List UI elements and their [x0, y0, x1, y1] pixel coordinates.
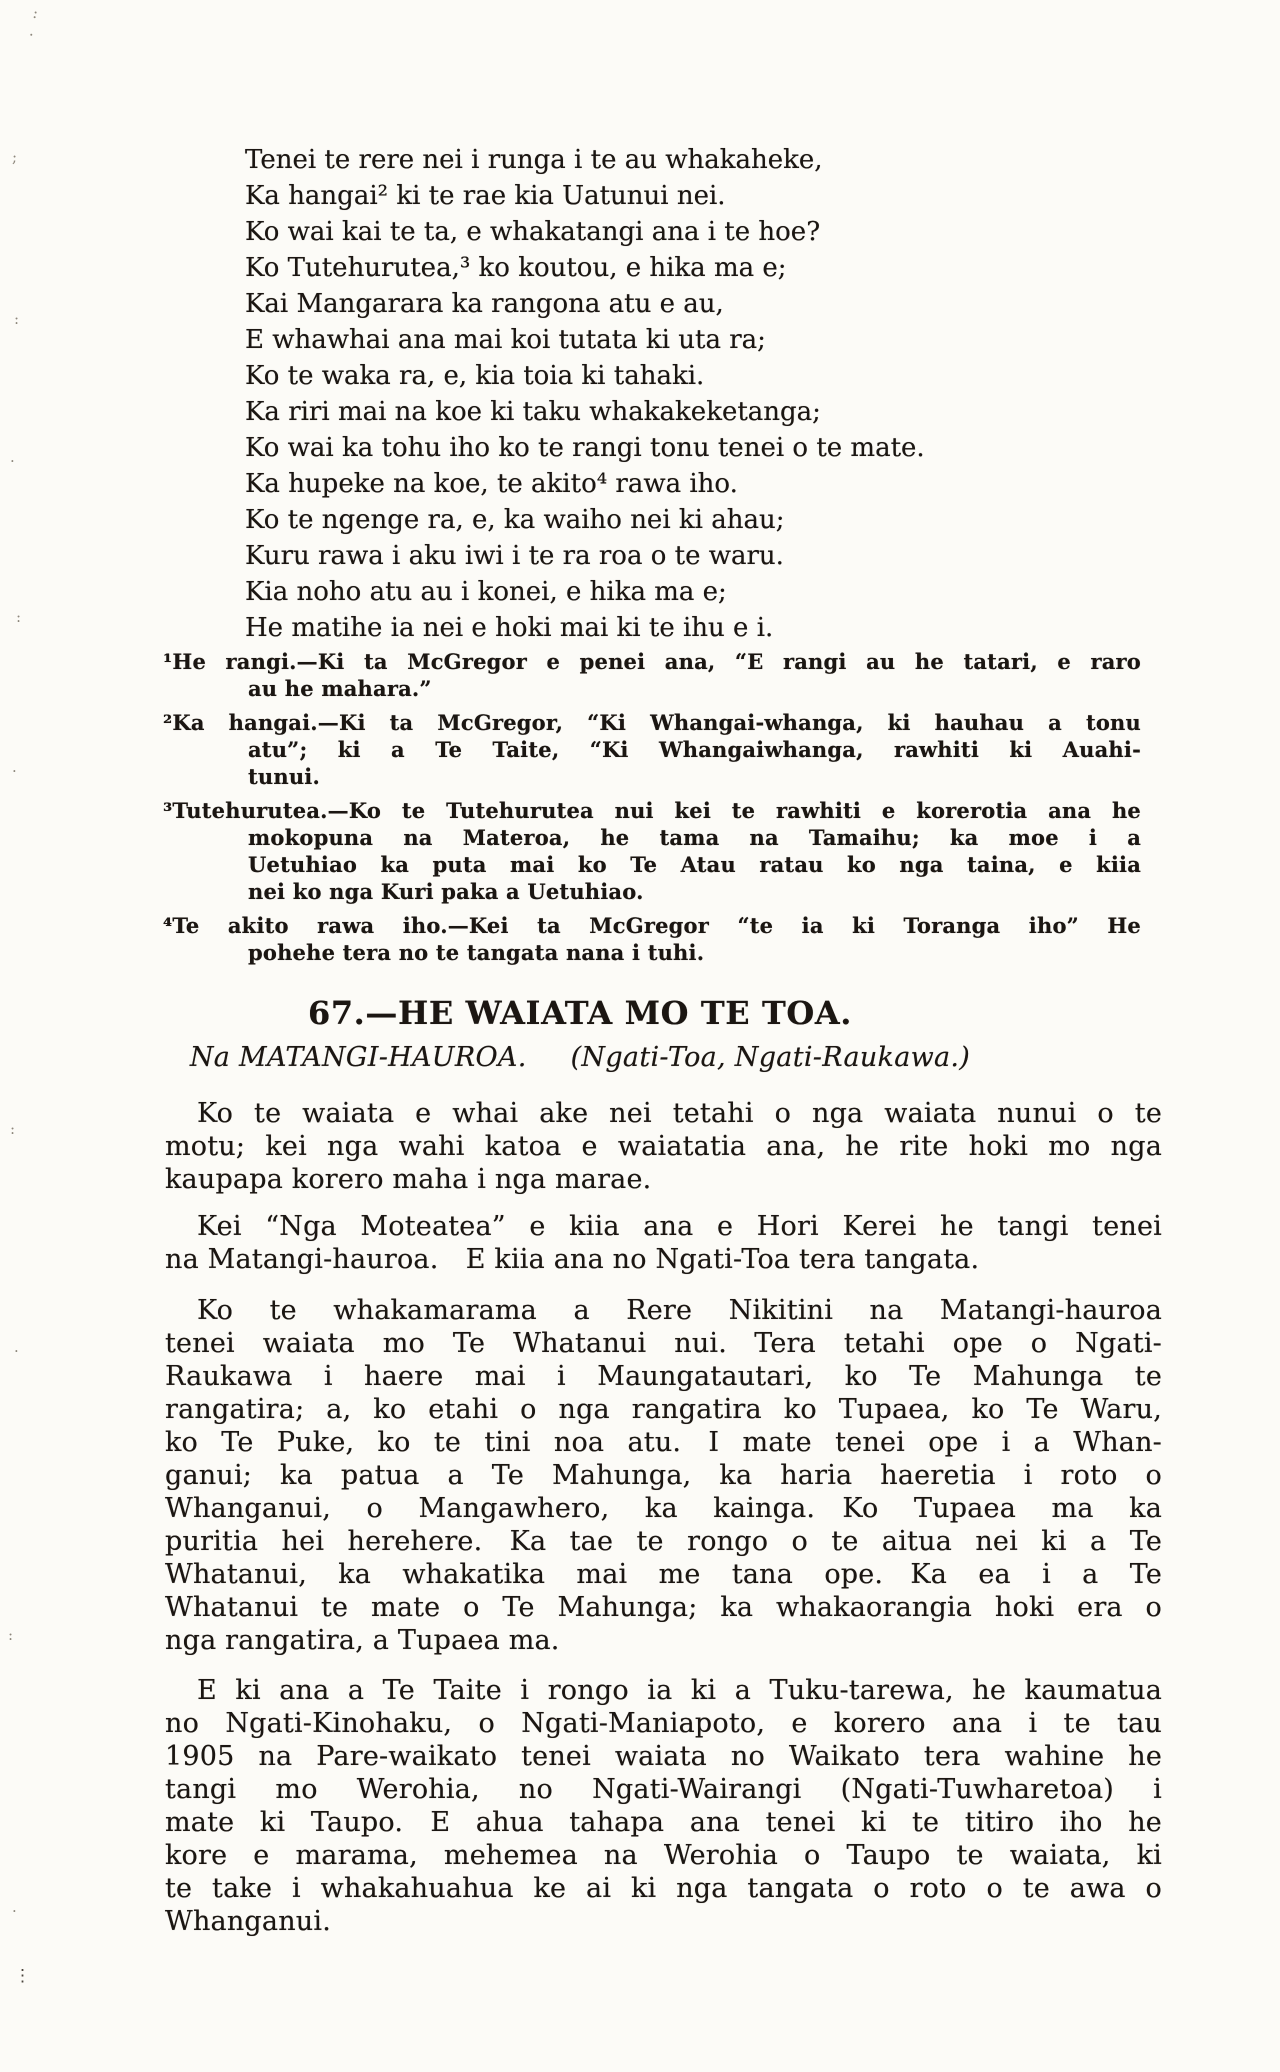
- paragraph-line: mate ki Taupo. E ahua tahapa ana tenei ki te titiro iho he: [165, 1807, 1162, 1838]
- scan-artifact: :: [14, 310, 20, 328]
- poem-line: Ko wai kai te ta, e whakatangi ana i te hoe?: [245, 217, 821, 247]
- footnote-line: atu”; ki a Te Taite, “Ki Whangaiwhanga, rawhiti ki Auahi-: [248, 737, 1141, 762]
- poem-line: He matihe ia nei e hoki mai ki te ihu e i.: [245, 613, 774, 643]
- poem-line: E whawhai ana mai koi tutata ki uta ra;: [245, 325, 766, 355]
- poem-line: Ka hupeke na koe, te akito⁴ rawa iho.: [245, 469, 738, 499]
- attribution-author: Na MATANGI-HAUROA.: [189, 1042, 527, 1073]
- paragraph-line: ko Te Puke, ko te tini noa atu. I mate tenei ope i a Whan-: [165, 1427, 1162, 1458]
- footnote-line: au he mahara.”: [248, 676, 432, 701]
- paragraph-line: motu; kei nga wahi katoa e waiatatia ana, he rite hoki mo nga: [165, 1131, 1162, 1162]
- paragraph-line: te take i whakahuahua ke ai ki nga tangata o roto o te awa o: [165, 1873, 1162, 1904]
- scan-artifact: ·: [14, 1342, 19, 1360]
- footnote: [163, 912, 1141, 966]
- footnote-line: pohehe tera no te tangata nana i tuhi.: [248, 940, 705, 965]
- footnote: [163, 709, 1141, 790]
- paragraph-line: na Matangi-hauroa. E kiia ana no Ngati-Toa tera tangata.: [165, 1244, 980, 1275]
- poem-line: Kuru rawa i aku iwi i te ra roa o te waru.: [245, 541, 784, 571]
- poem-line: Kia noho atu au i konei, e hika ma e;: [245, 577, 727, 607]
- scan-artifact: :: [31, 3, 40, 23]
- scan-artifact: :: [10, 1120, 16, 1138]
- footnote-line: ⁴Te akito rawa iho.—Kei ta McGregor “te ia ki Toranga iho” He: [163, 913, 1141, 938]
- paragraph-line: kaupapa korero maha i nga marae.: [165, 1164, 652, 1195]
- scan-artifact: :: [16, 608, 22, 626]
- scan-artifact: ⋮: [14, 1966, 31, 1986]
- poem-line: Ko wai ka tohu iho ko te rangi tonu tenei o te mate.: [245, 433, 925, 463]
- section-heading: 67.—HE WAIATA MO TE TOA.: [307, 994, 853, 1032]
- paragraph-line: E ki ana a Te Taite i rongo ia ki a Tuku-tarewa, he kaumatua: [197, 1675, 1162, 1706]
- scan-artifact: :: [8, 1626, 14, 1644]
- footnote-line: ³Tutehurutea.—Ko te Tutehurutea nui kei te rawhiti e korerotia ana he: [163, 798, 1141, 823]
- footnote: [163, 797, 1141, 905]
- scan-artifact: ·: [12, 1902, 17, 1920]
- paragraph-line: Whatanui te mate o Te Mahunga; ka whakaorangia hoki era o: [165, 1592, 1162, 1623]
- paragraph-line: 1905 na Pare-waikato tenei waiata no Waikato tera wahine he: [165, 1741, 1162, 1772]
- attribution-tribes: (Ngati-Toa, Ngati-Raukawa.): [570, 1042, 971, 1073]
- footnote-line: Uetuhiao ka puta mai ko Te Atau ratau ko nga taina, e kiia: [248, 852, 1141, 877]
- paragraph-line: kore e marama, mehemea na Werohia o Taupo te waiata, ki: [165, 1840, 1162, 1871]
- poem-line: Ka hangai² ki te rae kia Uatunui nei.: [245, 181, 726, 211]
- paragraph: [165, 1294, 1162, 1657]
- poem-block: [245, 142, 925, 646]
- paragraph-line: Raukawa i haere mai i Maungatautari, ko Te Mahunga te: [165, 1361, 1162, 1392]
- paragraph: [165, 1674, 1162, 1938]
- paragraph-line: puritia hei herehere. Ka tae te rongo o te aitua nei ki a Te: [165, 1526, 1162, 1557]
- scan-artifact: ·: [12, 762, 17, 780]
- poem-line: Ka riri mai na koe ki taku whakakeketanga;: [245, 397, 821, 427]
- paragraph-line: Ko te whakamarama a Rere Nikitini na Matangi-hauroa: [197, 1295, 1162, 1326]
- scan-artifact: ·: [26, 25, 36, 45]
- footnote-line: ²Ka hangai.—Ki ta McGregor, “Ki Whangai-whanga, ki hauhau a tonu: [163, 710, 1141, 735]
- paragraph-line: tenei waiata mo Te Whatanui nui. Tera tetahi ope o Ngati-: [165, 1328, 1162, 1359]
- paragraph: [165, 1097, 1162, 1196]
- paragraph-line: Whanganui, o Mangawhero, ka kainga. Ko Tupaea ma ka: [165, 1493, 1162, 1524]
- paragraph-line: rangatira; a, ko etahi o nga rangatira ko Tupaea, ko Te Waru,: [165, 1394, 1162, 1425]
- poem-line: Ko te waka ra, e, kia toia ki tahaki.: [245, 361, 705, 391]
- paragraph-line: Whanganui.: [165, 1906, 332, 1937]
- footnote-line: tunui.: [248, 764, 320, 789]
- paragraph-line: nga rangatira, a Tupaea ma.: [165, 1625, 560, 1656]
- paragraph-line: no Ngati-Kinohaku, o Ngati-Maniapoto, e korero ana i te tau: [165, 1708, 1162, 1739]
- poem-line: Tenei te rere nei i runga i te au whakaheke,: [245, 145, 823, 175]
- paragraph-line: ganui; ka patua a Te Mahunga, ka haria haeretia i roto o: [165, 1460, 1162, 1491]
- footnote-line: ¹He rangi.—Ki ta McGregor e penei ana, “E rangi au he tatari, e raro: [163, 649, 1141, 674]
- scan-artifact: ·: [10, 452, 15, 470]
- footnote-line: nei ko nga Kuri paka a Uetuhiao.: [248, 879, 644, 904]
- paragraph-line: Ko te waiata e whai ake nei tetahi o nga waiata nunui o te: [197, 1098, 1162, 1129]
- paragraph: [165, 1210, 1162, 1276]
- footnotes-block: [163, 648, 1141, 973]
- footnote-line: mokopuna na Materoa, he tama na Tamaihu; ka moe i a: [248, 825, 1141, 850]
- scan-artifact: ;: [12, 148, 18, 166]
- poem-line: Ko te ngenge ra, e, ka waiho nei ki ahau;: [245, 505, 785, 535]
- paragraph-line: Whatanui, ka whakatika mai me tana ope. Ka ea i a Te: [165, 1559, 1162, 1590]
- footnote: [163, 648, 1141, 702]
- attribution-line: [165, 1042, 995, 1073]
- poem-line: Kai Mangarara ka rangona atu e au,: [245, 289, 724, 319]
- poem-line: Ko Tutehurutea,³ ko koutou, e hika ma e;: [245, 253, 787, 283]
- paragraph-line: Kei “Nga Moteatea” e kiia ana e Hori Kerei he tangi tenei: [197, 1211, 1162, 1242]
- paragraph-line: tangi mo Werohia, no Ngati-Wairangi (Ngati-Tuwharetoa) i: [165, 1774, 1162, 1805]
